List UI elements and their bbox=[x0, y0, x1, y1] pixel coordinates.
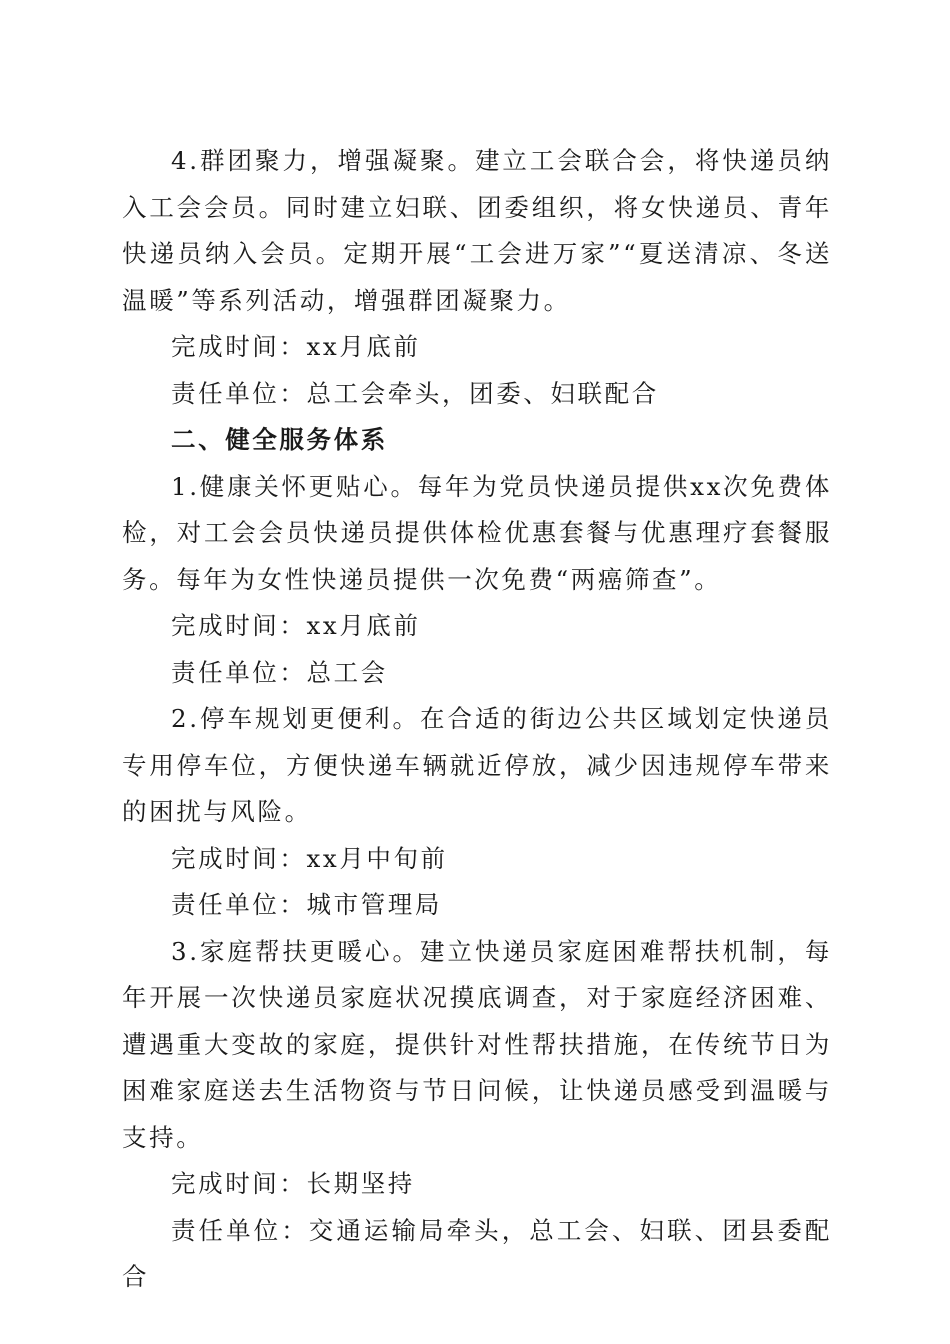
paragraph-item-1-health-care: 1.健康关怀更贴心。每年为党员快递员提供xx次免费体检，对工会会员快递员提供体检优惠套餐与优惠理疗套餐服务。每年为女性快递员提供一次免费“两癌筛查”。 bbox=[122, 471, 832, 594]
responsible-unit-item-3: 责任单位：交通运输局牵头，总工会、妇联、团县委配合 bbox=[122, 1215, 832, 1291]
responsible-unit-item-4: 责任单位：总工会牵头，团委、妇联配合 bbox=[171, 378, 659, 408]
completion-time-item-4: 完成时间：xx月底前 bbox=[171, 332, 421, 361]
responsible-unit-item-2: 责任单位：城市管理局 bbox=[171, 890, 442, 919]
paragraph-item-2-parking: 2.停车规划更便利。在合适的街边公共区域划定快递员专用停车位，方便快递车辆就近停放，减少因违规停车带来的困扰与风险。 bbox=[122, 704, 832, 826]
completion-time-item-1: 完成时间：xx月底前 bbox=[171, 611, 421, 640]
section-heading-service-system: 二、健全服务体系 bbox=[171, 425, 388, 454]
paragraph-item-4-group-cohesion: 4.群团聚力，增强凝聚。建立工会联合会，将快递员纳入工会会员。同时建立妇联、团委组织，将女快递员、青年快递员纳入会员。定期开展“工会进万家”“夏送清凉、冬送温暖”等系列活动，增强群团凝聚力。 bbox=[122, 146, 832, 315]
paragraph-item-3-family-support: 3.家庭帮扶更暖心。建立快递员家庭困难帮扶机制，每年开展一次快递员家庭状况摸底调查，对于家庭经济困难、遭遇重大变故的家庭，提供针对性帮扶措施，在传统节日为困难家庭送去生活物资与节日问候，让快递员感受到温暖与支持。 bbox=[122, 936, 832, 1152]
completion-time-item-3: 完成时间：长期坚持 bbox=[171, 1169, 415, 1198]
completion-time-item-2: 完成时间：xx月中旬前 bbox=[171, 843, 448, 873]
responsible-unit-item-1: 责任单位：总工会 bbox=[171, 657, 388, 687]
document-body bbox=[122, 138, 832, 1301]
